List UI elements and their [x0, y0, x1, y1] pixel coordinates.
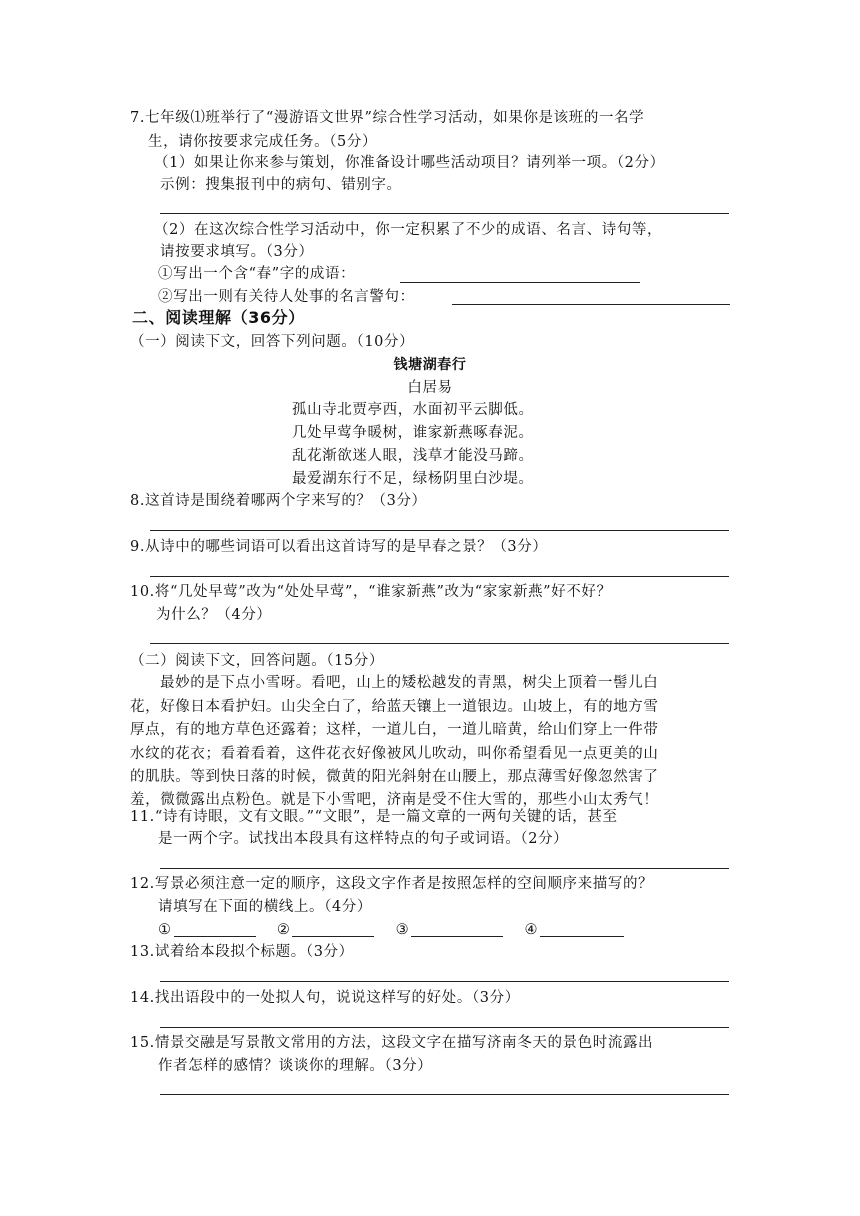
q7-line1: 7.七年级⑴班举行了“漫游语文世界”综合性学习活动，如果你是该班的一名学 — [130, 110, 645, 126]
q11-line2: 是一两个字。试找出本段具有这样特点的句子或词语。（2分） — [158, 831, 569, 847]
q7-item1: ①写出一个含“春”字的成语： — [158, 266, 356, 282]
q8: 8.这首诗是围绕着哪两个字来写的？（3分） — [130, 493, 427, 509]
poem-line: 孤山寺北贾亭西，水面初平云脚低。 — [292, 402, 534, 418]
q7-sub2-line1: （2）在这次综合性学习活动中，你一定积累了不少的成语、名言、诗句等， — [154, 222, 663, 238]
q14: 14.找出语段中的一处拟人句，说说这样写的好处。（3分） — [130, 990, 520, 1006]
passage-line: 花，好像日本看护妇。山尖全白了，给蓝天镶上一道银边。山坡上，有的地方雪 — [130, 699, 659, 715]
q15-line1: 15.情景交融是写景散文常用的方法，这段文字在描写济南冬天的景色时流露出 — [130, 1035, 654, 1051]
q7-sub1: （1）如果让你来参与策划，你准备设计哪些活动项目？请列举一项。（2分） — [154, 155, 665, 171]
poem-author: 白居易 — [407, 380, 453, 396]
passage-line: 的肌肤。等到快日落的时候，微黄的阳光斜射在山腰上，那点薄雪好像忽然害了 — [130, 769, 659, 785]
q7-line2: 生，请你按要求完成任务。（5分） — [148, 134, 378, 150]
poem-title: 钱塘湖春行 — [393, 357, 467, 373]
answer-line[interactable] — [160, 1094, 729, 1095]
q10-line2: 为什么？（4分） — [156, 607, 272, 623]
passage-line: 厚点，有的地方草色还露着；这样，一道儿白，一道儿暗黄，给山们穿上一件带 — [130, 722, 659, 738]
q11-line1: 11.“诗有诗眼，文有文眼。”“文眼”，是一篇文章的一两句关键的话，甚至 — [130, 809, 618, 825]
poem-line: 最爱湖东行不足，绿杨阴里白沙堤。 — [292, 471, 534, 487]
q12-line1: 12.写景必须注意一定的顺序，这段文字作者是按照怎样的空间顺序来描写的？ — [130, 876, 654, 892]
answer-line[interactable] — [160, 1027, 729, 1028]
passage-line: 羞，微微露出点粉色。就是下小雪吧，济南是受不住大雪的，那些小山太秀气！ — [130, 792, 659, 808]
blank-2[interactable] — [292, 921, 374, 937]
q10-line1: 10.将“几处早莺”改为“处处早莺”，“谁家新燕”改为“家家新燕”好不好？ — [130, 584, 612, 600]
answer-line[interactable] — [160, 868, 729, 869]
blank-1[interactable] — [174, 921, 256, 937]
answer-line[interactable] — [400, 282, 640, 283]
q12-line2: 请填写在下面的横线上。（4分） — [158, 899, 372, 915]
blank-4[interactable] — [540, 921, 624, 937]
q13: 13.试着给本段拟个标题。（3分） — [130, 944, 354, 960]
answer-line[interactable] — [150, 643, 729, 644]
answer-line[interactable] — [150, 530, 729, 531]
q7-sub1-example: 示例：搜集报刊中的病句、错别字。 — [160, 177, 402, 193]
part1-intro: （一）阅读下文，回答下列问题。（10分） — [130, 334, 415, 350]
passage-line: 水纹的花衣；看着看着，这件花衣好像被风儿吹动，叫你希望看见一点更美的山 — [130, 746, 659, 762]
section2-heading: 二、阅读理解（36分） — [132, 308, 305, 327]
blank-3[interactable] — [411, 921, 503, 937]
q7-item2: ②写出一则有关待人处事的名言警句： — [158, 289, 415, 305]
answer-line[interactable] — [160, 213, 729, 214]
passage-line: 最妙的是下点小雪呀。看吧，山上的矮松越发的青黑，树尖上顶着一髻儿白 — [160, 675, 659, 691]
q15-line2: 作者怎样的感情？谈谈你的理解。（3分） — [158, 1058, 433, 1074]
q9: 9.从诗中的哪些词语可以看出这首诗写的是早春之景？（3分） — [130, 539, 548, 555]
q12-blanks: ① ② ③ ④ — [158, 920, 624, 940]
part2-intro: （二）阅读下文，回答问题。（15分） — [130, 653, 384, 669]
poem-line: 几处早莺争暖树，谁家新燕啄春泥。 — [292, 425, 534, 441]
poem-line: 乱花渐欲迷人眼，浅草才能没马蹄。 — [292, 448, 534, 464]
answer-line[interactable] — [452, 304, 730, 305]
answer-line[interactable] — [150, 576, 729, 577]
answer-line[interactable] — [160, 981, 729, 982]
q7-sub2-line2: 请按要求填写。（3分） — [160, 244, 314, 260]
